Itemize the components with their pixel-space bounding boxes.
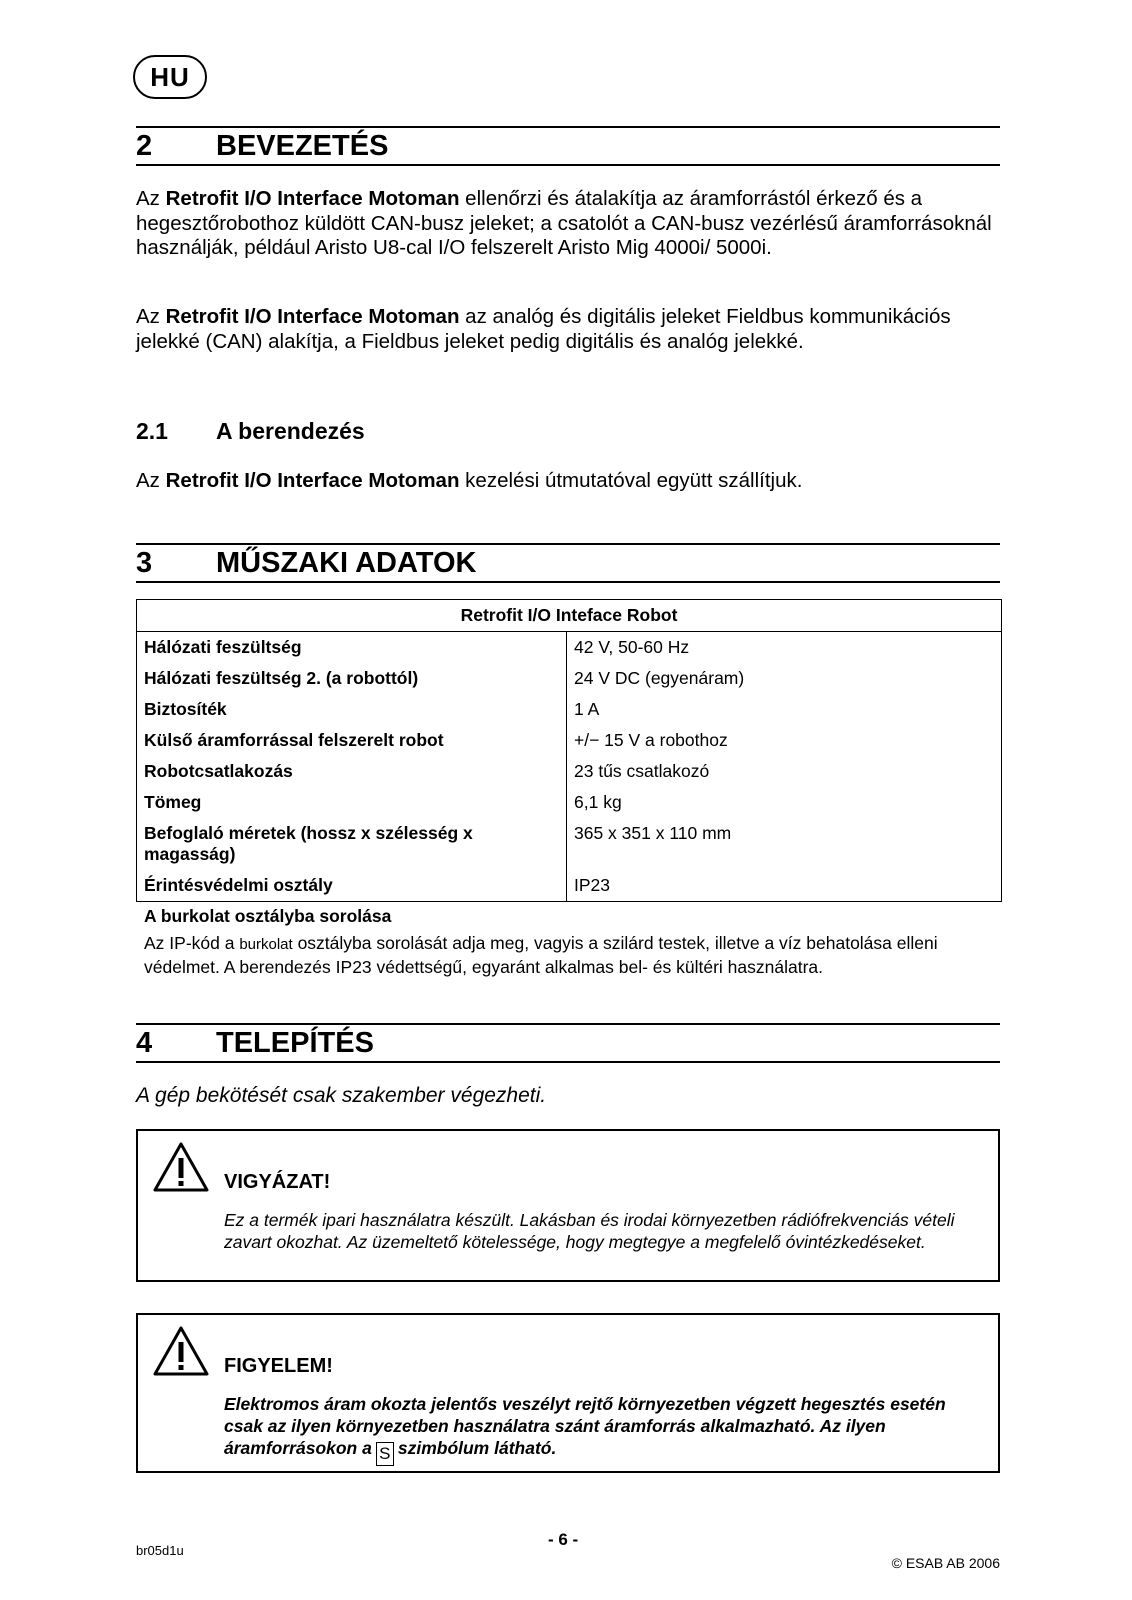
copyright: © ESAB AB 2006 bbox=[891, 1555, 1000, 1571]
table-row bbox=[137, 632, 1002, 664]
product-name: Retrofit I/O Interface Motoman bbox=[165, 469, 460, 492]
row-label: Befoglaló méretek (hossz x szélesség x magasság) bbox=[137, 818, 567, 870]
row-value: 24 V DC (egyenáram) bbox=[567, 663, 1002, 694]
table-header: Retrofit I/O Inteface Robot bbox=[137, 600, 1002, 632]
row-value: 6,1 kg bbox=[567, 787, 1002, 818]
table-row bbox=[137, 694, 1002, 725]
section-title: BEVEZETÉS bbox=[216, 130, 389, 162]
s-symbol-icon: S bbox=[376, 1442, 394, 1466]
section-number: 4 bbox=[136, 1027, 153, 1059]
row-label: Érintésvédelmi osztály bbox=[137, 870, 567, 902]
product-name: Retrofit I/O Interface Motoman bbox=[165, 187, 460, 210]
section-number: 2 bbox=[136, 130, 153, 162]
enclosure-class-text: Az IP-kód a burkolat osztályba sorolását adja meg, vagyis a szilárd testek, illetve a víz behatolása elleni védelmet. A berendezés IP23 védettségű, egyaránt alkalmas bel- és kültéri használatra. bbox=[144, 933, 938, 977]
technical-data-table bbox=[136, 599, 1002, 902]
attention-text: Elektromos áram okozta jelentős veszélyt rejtő környezetben végzett hegesztés esetén csak az ilyen környezetben használatra szánt áramforrás alkalmazható. Az ilyen áramforrásokon a S szimbólum látható. bbox=[224, 1393, 984, 1466]
enclosure-class-title: A burkolat osztályba sorolása bbox=[144, 906, 392, 926]
subsection-2-1-heading bbox=[136, 418, 365, 445]
row-value: 23 tűs csatlakozó bbox=[567, 756, 1002, 787]
section-title: TELEPÍTÉS bbox=[216, 1027, 374, 1059]
page-number: - 6 - bbox=[548, 1530, 579, 1549]
equipment-paragraph: Az Retrofit I/O Interface Motoman kezelési útmutatóval együtt szállítjuk. bbox=[136, 469, 803, 492]
table-row bbox=[137, 787, 1002, 818]
subsection-number: 2.1 bbox=[136, 418, 168, 444]
row-label: Hálózati feszültség bbox=[137, 632, 567, 664]
installation-note: A gép bekötését csak szakember végezheti. bbox=[136, 1084, 547, 1107]
table-row bbox=[137, 870, 1002, 902]
row-label: Robotcsatlakozás bbox=[137, 756, 567, 787]
language-badge: HU bbox=[133, 55, 207, 99]
row-value: 42 V, 50-60 Hz bbox=[567, 632, 1002, 664]
intro-paragraph-2: Az Retrofit I/O Interface Motoman az analóg és digitális jeleket Fieldbus kommunikációs jelekké (CAN) alakítja, a Fieldbus jeleket pedig digitális és analóg jelekké. bbox=[136, 305, 951, 353]
warning-triangle-icon bbox=[152, 1325, 210, 1377]
subsection-title: A berendezés bbox=[216, 418, 365, 444]
row-label: Tömeg bbox=[137, 787, 567, 818]
row-label: Külső áramforrással felszerelt robot bbox=[137, 725, 567, 756]
section-4-heading bbox=[136, 1023, 1000, 1063]
section-number: 3 bbox=[136, 547, 153, 579]
section-3-heading bbox=[136, 543, 1000, 583]
row-label: Hálózati feszültség 2. (a robottól) bbox=[137, 663, 567, 694]
row-value: 365 x 351 x 110 mm bbox=[567, 818, 1002, 870]
caution-title: VIGYÁZAT! bbox=[224, 1171, 331, 1193]
intro-paragraph-1: Az Retrofit I/O Interface Motoman ellenőrzi és átalakítja az áramforrástól érkező és a hegesztőrobothoz küldött CAN-busz jeleket; a csatolót a CAN-busz vezérlésű áramforrásoknál használják, például Aristo U8-cal I/O felszerelt Aristo Mig 4000i/ 5000i. bbox=[136, 187, 992, 259]
row-label: Biztosíték bbox=[137, 694, 567, 725]
table-row bbox=[137, 818, 1002, 870]
table-row bbox=[137, 663, 1002, 694]
warning-triangle-icon bbox=[152, 1141, 210, 1193]
table-row bbox=[137, 725, 1002, 756]
caution-text: Ez a termék ipari használatra készült. Lakásban és irodai környezetben rádiófrekvenciás vételi zavart okozhat. Az üzemeltető kötelessége, hogy megtegye a megfelelő óvintézkedéseket. bbox=[224, 1210, 955, 1252]
table-row bbox=[137, 756, 1002, 787]
attention-box bbox=[136, 1313, 1000, 1473]
caution-box bbox=[136, 1129, 1000, 1282]
section-2-heading bbox=[136, 126, 1000, 166]
document-code: br05d1u bbox=[136, 1543, 184, 1558]
attention-title: FIGYELEM! bbox=[224, 1355, 333, 1377]
row-value: IP23 bbox=[567, 870, 1002, 902]
row-value: 1 A bbox=[567, 694, 1002, 725]
row-value: +/− 15 V a robothoz bbox=[567, 725, 1002, 756]
product-name: Retrofit I/O Interface Motoman bbox=[165, 305, 460, 328]
section-title: MŰSZAKI ADATOK bbox=[216, 547, 477, 579]
